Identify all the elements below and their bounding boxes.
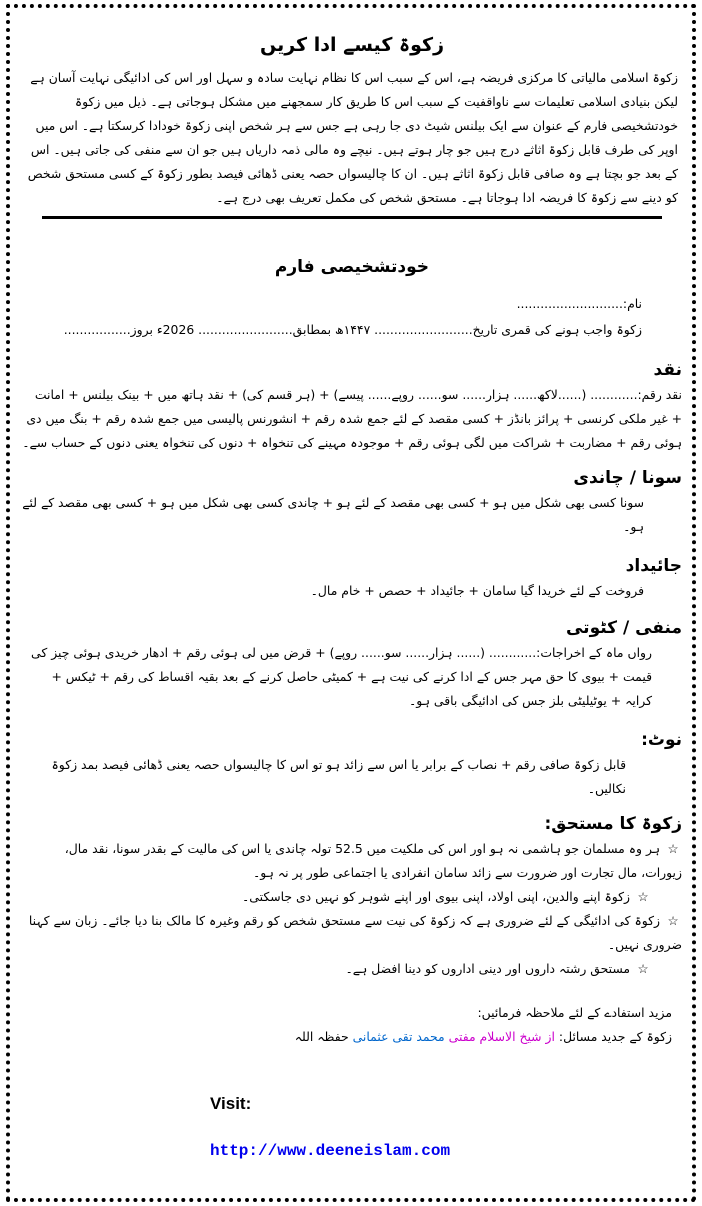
eligible-item-text: زکوۃ اپنے والدین، اپنی اولاد، اپنی بیوی اور اپنے شوہر کو نہیں دی جاسکتی۔ [242,889,631,904]
section-text-deductions: رواں ماہ کے اخراجات:............ (...... ہزار...... سو...... روپے) + قرض میں لی ہوئی رقم + ادھار خریدی ہوئی چیز کی قیمت + بیوی کا حق مہر جس کے ادا کرنے کی نیت ہے + کمیٹی حاصل کرنے کے بعد بقیہ اقساط کی رقم + ٹیکس + کرایہ + یوٹیلیٹی بلز جس کی ادائیگی باقی ہو۔ [31,645,652,708]
star-icon: ☆ [667,913,679,928]
section-text-property: فروخت کے لئے خریدا گیا سامان + جائیداد + حصص + خام مال۔ [310,583,644,598]
eligible-item-text: ہر وہ مسلمان جو ہاشمی نہ ہو اور اس کی ملکیت میں 52.5 تولہ چاندی یا اس کی مالیت کے بقدر سونا، نقد مال، زیورات، مال تجارت اور ضرورت سے زائد سامان انفرادی یا اجتماعی طور پر نہ ہو۔ [64,841,682,880]
section-heading-cash: نقد [653,360,682,380]
website-link[interactable]: http://www.deeneislam.com [210,1142,451,1160]
section-heading-deductions: منفی / کٹوتی [565,618,682,638]
document-title: زکوۃ کیسے ادا کریں [259,34,445,56]
form-title: خودتشخیصی فارم [274,257,430,277]
eligible-item-text: زکوۃ کی ادائیگی کے لئے ضروری ہے کہ زکوۃ کی نیت سے مستحق شخص کو رقم وغیرہ کا مالک بنا دیا جائے۔ زبان سے کہنا ضروری نہیں۔ [28,913,682,952]
star-icon: ☆ [637,961,649,976]
references-author-prefix: از شیخ الاسلام مفتی [448,1029,555,1044]
references-author-name: محمد تقی عثمانی [352,1029,445,1044]
section-heading-property: جائیداد [625,556,682,576]
eligible-item [22,909,682,957]
intro-paragraph: زکوۃ اسلامی مالیاتی کا مرکزی فریضہ ہے، اس کے سبب اس کا نظام نہایت سادہ و سہل اور اس کی ادائیگی نہایت آسان ہے لیکن بنیادی اسلامی تعلیمات سے ناواقفیت کے سبب اس کا طریق کار سمجھنے میں مشکل ہوجاتی ہے۔ ذیل میں زکوۃ خودتشخیصی فارم کے عنوان سے ایک بیلنس شیٹ دی جا رہی ہے جس سے ہر شخص اپنی زکوۃ خودادا کرسکتا ہے۔ اس میں اوپر کی طرف قابل زکوۃ اثاثے درج ہیں جو چار ہوتے ہیں۔ نیچے وہ مالی ذمہ داریاں ہیں جو ان سے منفی کی جاتی ہیں۔ اس کے بعد جو بچتا ہے وہ صافی قابل زکوۃ اثاثے ہیں۔ ان کا چالیسواں حصہ یعنی ڈھائی فیصد بطور زکوۃ کے کسی مستحق شخص کو دینے سے زکوۃ کا فریضہ ادا ہوجاتا ہے۔ مستحق شخص کی مکمل تعریف بھی درج ہے۔ [27,70,678,205]
references-author-suffix: حفظہ اللہ [294,1029,349,1044]
section-heading-note: نوٹ: [641,730,682,750]
date-field: زکوۃ واجب ہونے کی قمری تاریخ......................... ۱۴۴۷ھ بمطابق........................ 2026ء بروز................. [63,322,642,337]
eligible-item [22,957,682,981]
references-book-title: زکوۃ کے جدید مسائل: [558,1029,672,1044]
eligible-item-text: مستحق رشتہ داروں اور دینی اداروں کو دینا افضل ہے۔ [345,961,631,976]
document-content [22,14,682,1194]
section-text-note: قابل زکوۃ صافی رقم + نصاب کے برابر یا اس سے زائد ہو تو اس کا چالیسواں حصہ یعنی ڈھائی فیصد بمد زکوۃ نکالیں۔ [51,757,626,796]
divider [42,216,662,219]
references [22,1001,682,1049]
eligible-item [22,885,682,909]
star-icon: ☆ [667,841,679,856]
references-intro: مزید استفادے کے لئے ملاحظہ فرمائیں: [477,1005,672,1020]
visit-label: Visit: [210,1094,252,1113]
name-field: نام:........................... [516,296,642,311]
section-heading-eligible: زکوۃ کا مستحق: [544,814,682,834]
section-text-gold: سونا کسی بھی شکل میں ہو + کسی بھی مقصد کے لئے ہو + چاندی کسی بھی شکل میں ہو + کسی بھی مقصد کے لئے ہو۔ [22,495,644,534]
eligible-item [22,837,682,885]
star-icon: ☆ [637,889,649,904]
references-book [22,1025,672,1049]
section-text-cash: نقد رقم:............ (......لاکھ...... ہزار...... سو...... روپے...... پیسے) + (ہر قسم کی) + نقد ہاتھ میں + بینک بیلنس + امانت + غیر ملکی کرنسی + پرائز بانڈز + کسی مقصد کے لئے جمع شدہ رقم + انشورنس پالیسی میں جمع شدہ رقم + بنگ میں دی ہوئی رقم + مضاربت + شراکت میں لگی ہوئی رقم + موجودہ مہینے کی تنخواہ + دنوں کی تنخواہ یعنی دنوں کے حساب سے۔ [22,387,682,450]
section-heading-gold: سونا / چاندی [573,468,682,488]
